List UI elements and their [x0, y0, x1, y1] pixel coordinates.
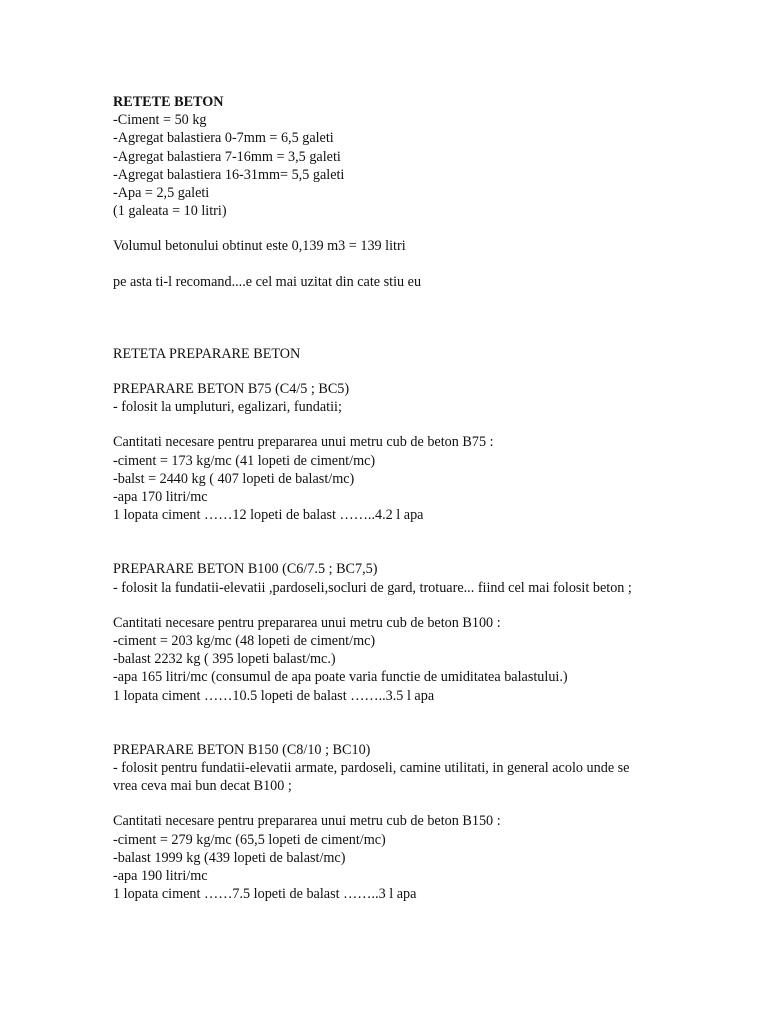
recipe-recommendation: pe asta ti-l recomand....e cel mai uzitat din cate stiu eu [113, 273, 422, 290]
b150-line-apa: -apa 190 litri/mc [113, 868, 208, 885]
b100-line-ratio: 1 lopata ciment ……10.5 lopeti de balast ……..3.5 l apa [113, 687, 435, 704]
b75-line-balast: -balst = 2440 kg ( 407 lopeti de balast/mc) [113, 470, 355, 487]
b100-line-apa: -apa 165 litri/mc (consumul de apa poate varia functie de umiditatea balastului.) [113, 669, 568, 686]
spacer [113, 363, 653, 380]
spacer [113, 795, 653, 812]
recipe-line-galeata-note: (1 galeata = 10 litri) [113, 203, 227, 220]
b150-quantities-intro: Cantitati necesare pentru prepararea unui metru cub de beton B150 : [113, 813, 501, 830]
spacer [113, 256, 653, 273]
b150-usage: - folosit pentru fundatii-elevatii armate, pardoseli, camine utilitati, in general acolo unde se vrea ceva mai bun decat B100 ; [113, 760, 630, 795]
b100-usage: - folosit la fundatii-elevatii ,pardoseli,socluri de gard, trotuare... fiind cel mai folosit beton ; [113, 579, 632, 596]
recipe-line-apa: -Apa = 2,5 galeti [113, 185, 210, 202]
spacer [113, 705, 653, 741]
b100-heading: PREPARARE BETON B100 (C6/7.5 ; BC7,5) [113, 561, 378, 578]
recipe-line-ciment: -Ciment = 50 kg [113, 112, 207, 129]
recipe-title: RETETE BETON [113, 94, 224, 110]
b100-line-ciment: -ciment = 203 kg/mc (48 lopeti de ciment/mc) [113, 633, 376, 650]
b100-quantities-intro: Cantitati necesare pentru prepararea unui metru cub de beton B100 : [113, 614, 501, 631]
spacer [113, 524, 653, 560]
spacer [113, 597, 653, 614]
recipe-volume: Volumul betonului obtinut este 0,139 m3 = 139 litri [113, 238, 406, 255]
b100-line-balast: -balast 2232 kg ( 395 lopeti balast/mc.) [113, 651, 336, 668]
spacer [113, 220, 653, 237]
b150-line-balast: -balast 1999 kg (439 lopeti de balast/mc) [113, 849, 346, 866]
recipe-line-agregat-16-31: -Agregat balastiera 16-31mm= 5,5 galeti [113, 166, 345, 183]
b150-line-ciment: -ciment = 279 kg/mc (65,5 lopeti de ciment/mc) [113, 831, 386, 848]
recipe-line-agregat-0-7: -Agregat balastiera 0-7mm = 6,5 galeti [113, 130, 334, 147]
b150-line-ratio: 1 lopata ciment ……7.5 lopeti de balast ……..3 l apa [113, 886, 417, 903]
spacer [113, 416, 653, 433]
b75-usage: - folosit la umpluturi, egalizari, fundatii; [113, 399, 342, 416]
b150-heading: PREPARARE BETON B150 (C8/10 ; BC10) [113, 741, 371, 758]
spacer [113, 291, 653, 345]
b75-heading: PREPARARE BETON B75 (C4/5 ; BC5) [113, 381, 350, 398]
b75-line-ratio: 1 lopata ciment ……12 lopeti de balast ……..4.2 l apa [113, 507, 424, 524]
section-title: RETETA PREPARARE BETON [113, 345, 301, 362]
b75-line-apa: -apa 170 litri/mc [113, 489, 208, 506]
b75-quantities-intro: Cantitati necesare pentru prepararea unui metru cub de beton B75 : [113, 434, 494, 451]
recipe-line-agregat-7-16: -Agregat balastiera 7-16mm = 3,5 galeti [113, 148, 341, 165]
document-page [113, 93, 653, 904]
b75-line-ciment: -ciment = 173 kg/mc (41 lopeti de ciment/mc) [113, 452, 376, 469]
